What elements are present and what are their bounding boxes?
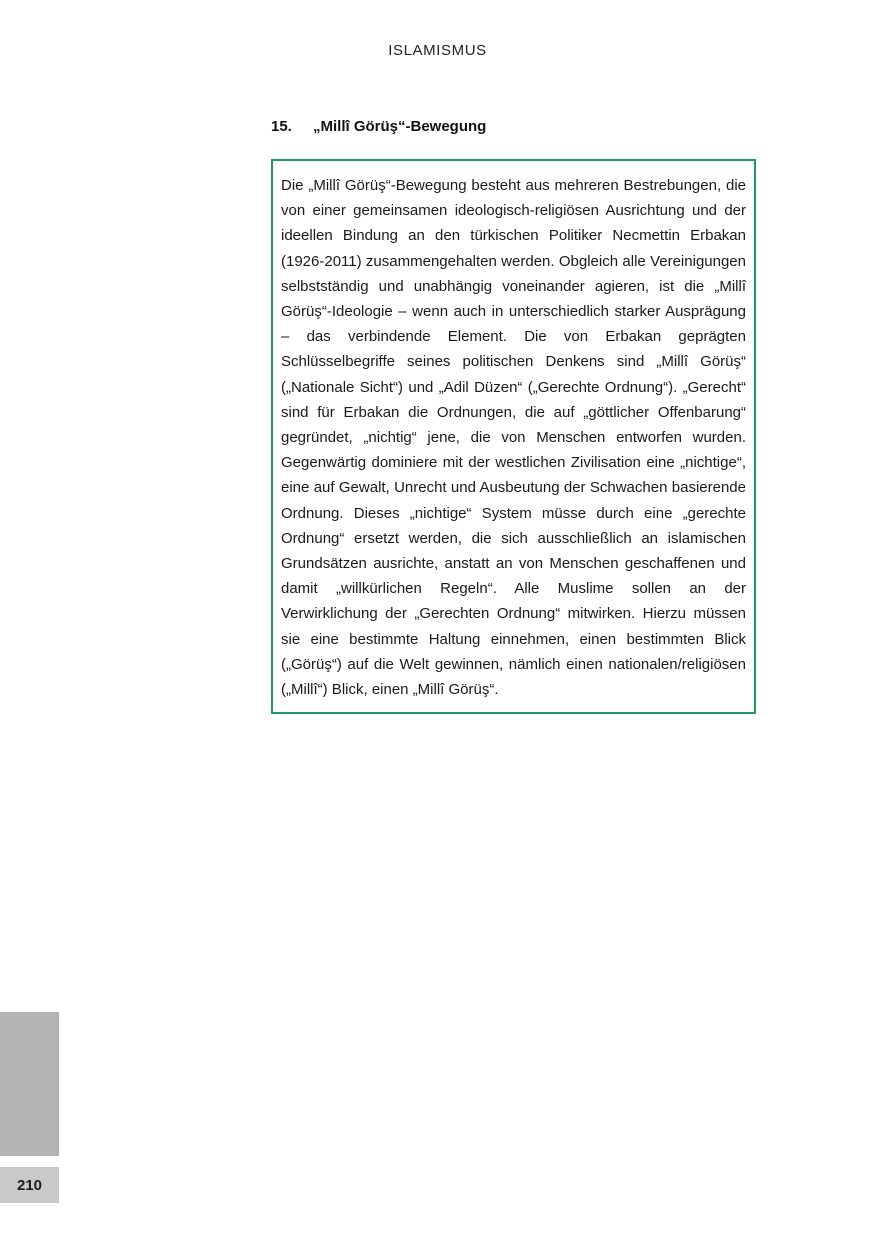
info-box-text: Die „Millî Görüş“-Bewegung besteht aus mehreren Bestrebungen, die von einer gemeinsamen ideologisch-religiösen Ausrichtung und der ideellen Bindung an den türkischen Politiker Necmettin Erbakan (1926-2011) zusammengehalten werden. Obgleich alle Vereinigungen selbstständig und unabhängig voneinander agieren, ist die „Millî Görüş“-Ideologie – wenn auch in unterschiedlich starker Ausprägung – das verbindende Element. Die von Erbakan geprägten Schlüsselbegriffe seines politischen Denkens sind „Millî Görüş“ („Nationale Sicht“) und „Adil Düzen“ („Gerechte Ordnung“). „Gerecht“ sind für Erbakan die Ordnungen, die auf „göttlicher Offenbarung“ gegründet, „nichtig“ jene, die von Menschen entworfen wurden. Gegenwärtig dominiere mit der westlichen Zivilisation eine „nichtige“, eine auf Gewalt, Unrecht und Ausbeutung der Schwachen basierende Ordnung. Dieses „nichtige“ System müsse durch eine „gerechte Ordnung“ ersetzt werden, die sich ausschließlich an islamischen Grundsätzen ausrichte, anstatt an von Menschen geschaffenen und damit „willkürlichen Regeln“. Alle Muslime sollen an der Verwirklichung der „Gerechten Ordnung“ mitwirken. Hierzu müssen sie eine bestimmte Haltung einnehmen, einen bestimmten Blick („Görüş“) auf die Welt gewinnen, nämlich einen nationalen/religiösen („Millî“) Blick, einen „Millî Görüş“.	[281, 177, 746, 699]
page-number: 210	[16, 1176, 43, 1194]
section-heading	[271, 118, 486, 135]
side-tab	[0, 1012, 59, 1156]
page-number-box	[0, 1167, 59, 1203]
running-header: ISLAMISMUS	[388, 42, 487, 59]
section-title: „Millî Görüş“-Bewegung	[313, 118, 487, 135]
info-box	[271, 159, 756, 714]
section-number: 15.	[271, 118, 292, 135]
